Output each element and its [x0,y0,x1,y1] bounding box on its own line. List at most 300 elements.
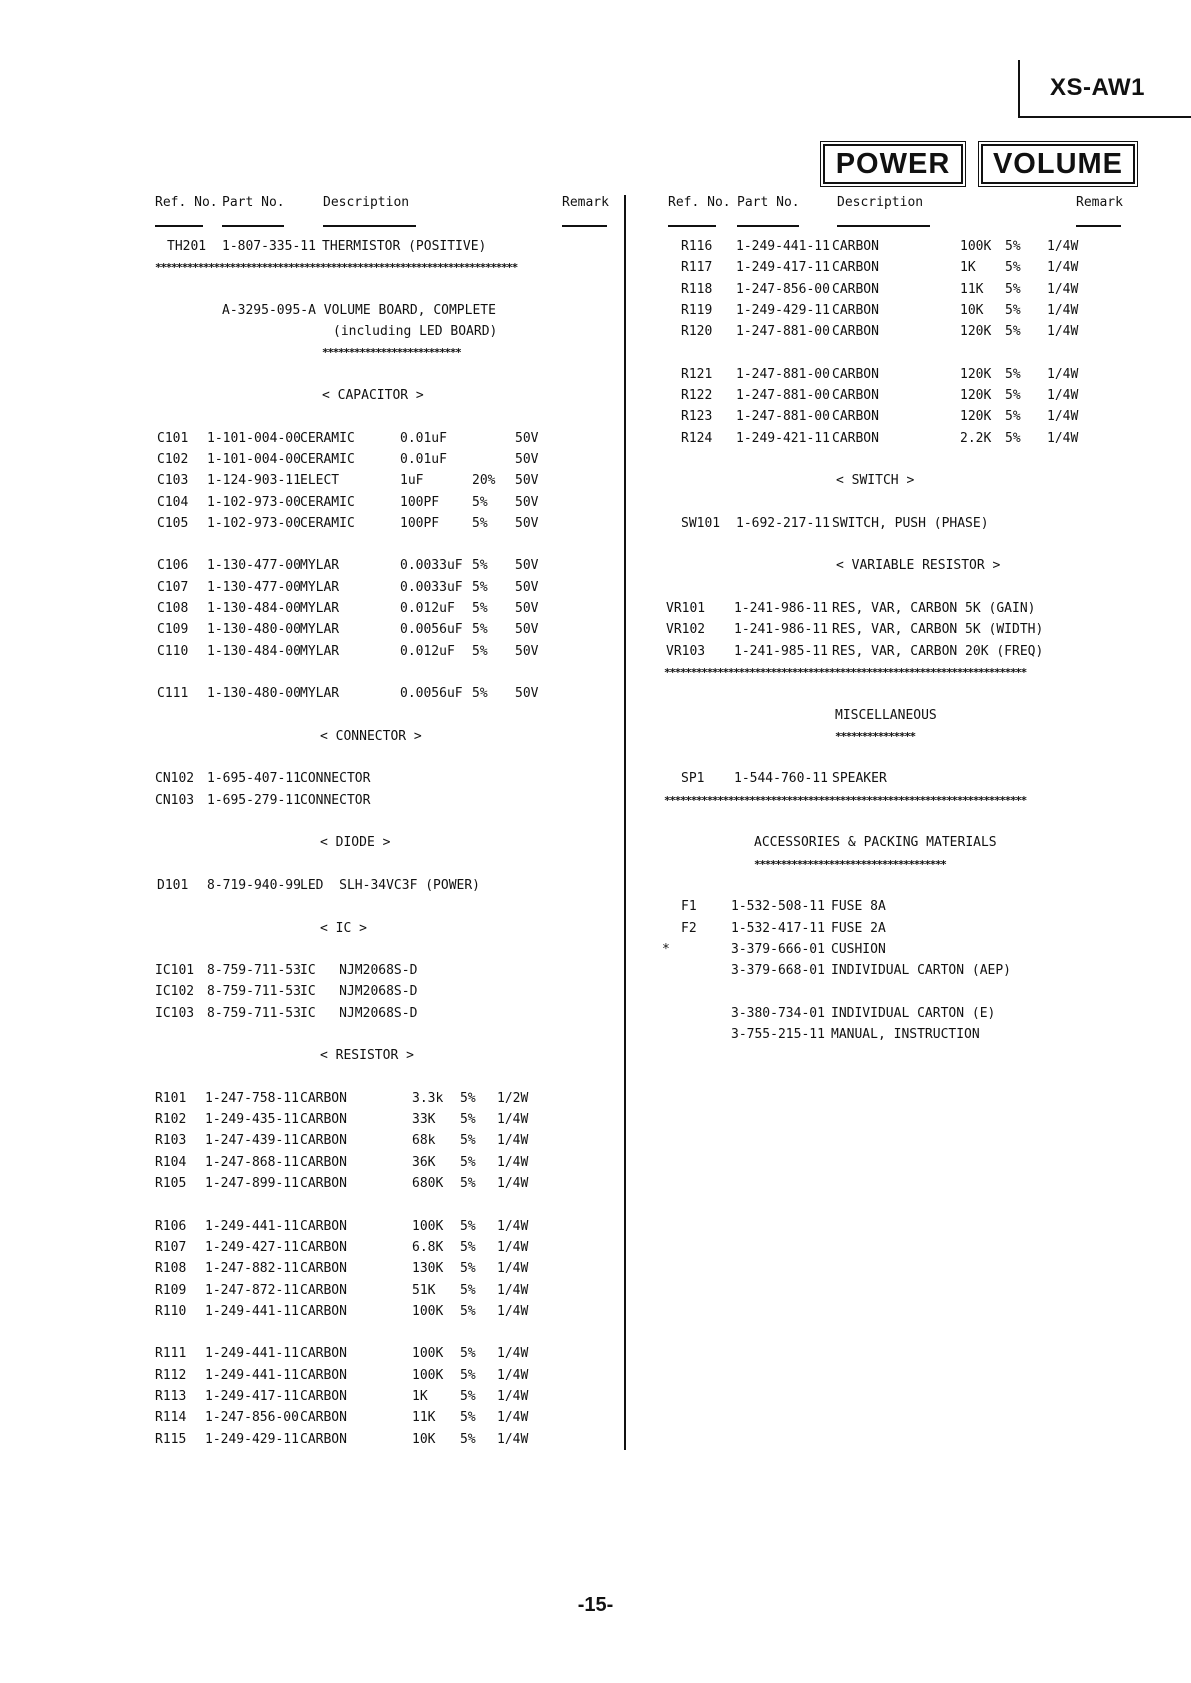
ref-no: F1 [681,899,697,915]
tolerance: 5% [460,1133,476,1149]
description: SWITCH, PUSH (PHASE) [832,515,989,531]
part-no: 1-249-429-11 [736,302,830,318]
ref-no: R121 [681,366,713,382]
ref-no: R103 [155,1133,187,1149]
value: 2.2K [960,430,992,446]
section-row [155,832,615,853]
header-rule [737,225,799,227]
value: 36K [412,1154,436,1170]
asterisk-separator: ******************************************************************** [155,261,517,275]
header-desc-right: Description [837,195,924,210]
capacitor-row [155,513,615,534]
rating: 1/4W [1047,409,1079,425]
connector-row [155,790,615,811]
misc-title: MISCELLANEOUS [835,707,937,723]
part-no: 1-249-441-11 [205,1303,299,1319]
description: MYLAR [300,558,340,574]
resistor-row [668,428,1138,449]
value: 6.8K [412,1239,444,1255]
part-no: 1-247-758-11 [205,1090,299,1106]
tolerance: 5% [1005,409,1021,425]
section-title-power: POWER [823,144,963,184]
header-remark-left: Remark [562,195,609,210]
rating: 50V [515,579,539,595]
part-no: 1-247-856-00 [205,1410,299,1426]
accessory-row [668,1024,1138,1045]
rating: 1/4W [497,1431,529,1447]
value: 0.0056uF [400,622,463,638]
diode-list [155,875,615,896]
ref-no: C110 [157,643,189,659]
part-no: 1-249-441-11 [205,1367,299,1383]
rating: 50V [515,473,539,489]
rating: 50V [515,601,539,617]
tolerance: 5% [460,1090,476,1106]
description: MYLAR [300,579,340,595]
part-no: 1-247-881-00 [736,388,830,404]
resistor-row [155,1365,615,1386]
rating: 1/4W [497,1218,529,1234]
tolerance: 20% [472,473,496,489]
tolerance: 5% [460,1389,476,1405]
part-no: 8-759-711-53 [207,963,301,979]
rating: 1/4W [1047,430,1079,446]
part-no: 1-249-429-11 [205,1431,299,1447]
header-remark-right: Remark [1076,195,1123,210]
rating: 1/4W [1047,324,1079,340]
capacitor-row [155,619,615,640]
parts-row-th201 [155,236,615,257]
resistor-row [155,1173,615,1194]
part-no: 1-532-417-11 [731,920,825,936]
tolerance: 5% [472,643,488,659]
ic-row [155,1003,615,1024]
value: 120K [960,388,992,404]
resistor-row [155,1343,615,1364]
description: IC NJM2068S-D [300,963,418,979]
tolerance: 5% [472,601,488,617]
section-row [668,555,1138,576]
part-no: 3-379-668-01 [731,963,825,979]
description: CERAMIC [300,515,355,531]
description: CARBON [832,260,879,276]
value: 1K [412,1389,428,1405]
capacitor-row [155,555,615,576]
resistor-row [155,1280,615,1301]
value: 0.012uF [400,643,455,659]
resistor-row [668,300,1138,321]
ref-no: VR103 [666,643,706,659]
switch-list [668,513,1138,534]
description: CARBON [300,1389,347,1405]
description: RES, VAR, CARBON 5K (GAIN) [832,601,1036,617]
capacitor-row [155,683,615,704]
description: CARBON [300,1367,347,1383]
connector-row [155,768,615,789]
ref-no: R102 [155,1112,187,1128]
variable-resistor-title: < VARIABLE RESISTOR > [836,558,1001,574]
value: 120K [960,324,992,340]
part-no: 1-241-986-11 [734,622,828,638]
part-no: 1-544-760-11 [734,771,828,787]
separator-row [664,662,1138,683]
description: CONNECTOR [300,771,371,787]
part-no: 1-249-441-11 [205,1346,299,1362]
model-box [1018,60,1191,118]
ref-no: R108 [155,1261,187,1277]
ref-no: SW101 [681,515,721,531]
ref-no: R109 [155,1282,187,1298]
description: MYLAR [300,622,340,638]
separator-row [155,342,615,363]
ref-no: R106 [155,1218,187,1234]
description: IC NJM2068S-D [300,984,418,1000]
ref-no: R113 [155,1389,187,1405]
tolerance: 5% [472,494,488,510]
column-divider [624,195,626,1450]
capacitor-row [155,641,615,662]
asterisk-separator: ************************************ [754,857,946,871]
description: CARBON [300,1410,347,1426]
description: CARBON [832,409,879,425]
tolerance: 5% [460,1282,476,1298]
capacitor-row [155,598,615,619]
section-row [668,832,1138,853]
resistor-row [668,406,1138,427]
capacitor-row [155,428,615,449]
right-column [662,236,1138,1045]
rating: 1/4W [497,1239,529,1255]
ref-no: R110 [155,1303,187,1319]
part-no: 1-249-435-11 [205,1112,299,1128]
part-no: 1-249-421-11 [736,430,830,446]
ref-no: R120 [681,324,713,340]
header-rule [155,225,203,227]
resistor-row [155,1216,615,1237]
part-no: 1-695-407-11 [207,771,301,787]
description: CARBON [832,302,879,318]
description: CARBON [300,1346,347,1362]
rating: 1/4W [497,1303,529,1319]
ref-no: C106 [157,558,189,574]
ref-no: C108 [157,601,189,617]
header-part-left: Part No. [222,195,285,210]
asterisk-separator: ************************** [322,346,461,360]
ic-row [155,981,615,1002]
resistor-row [155,1429,615,1450]
model-number: XS-AW1 [1050,74,1146,101]
board-subtitle: (including LED BOARD) [333,324,498,340]
tolerance: 5% [1005,260,1021,276]
board-row [155,321,615,342]
tolerance: 5% [472,579,488,595]
description: ELECT [300,473,340,489]
tolerance: 5% [472,622,488,638]
board-row [155,300,615,321]
ref-no: R101 [155,1090,187,1106]
tolerance: 5% [472,686,488,702]
description: SPEAKER [832,771,887,787]
description: MYLAR [300,686,340,702]
switch-title: < SWITCH > [836,473,915,489]
resistor-row [155,1130,615,1151]
value: 100K [412,1218,444,1234]
tolerance: 5% [472,558,488,574]
value: 100K [412,1346,444,1362]
resistor-list [155,1088,615,1450]
header-desc-left: Description [323,195,410,210]
part-no: 1-692-217-11 [736,515,830,531]
value: 120K [960,366,992,382]
resistor-row [155,1088,615,1109]
value: 51K [412,1282,436,1298]
part-no: 1-247-439-11 [205,1133,299,1149]
diode-title: < DIODE > [320,835,391,851]
tolerance: 5% [460,1239,476,1255]
misc-row [668,768,1138,789]
page-number: -15- [577,1594,614,1616]
ref-no: R117 [681,260,713,276]
value: 10K [412,1431,436,1447]
description: CARBON [300,1261,347,1277]
header-rule [562,225,607,227]
accessory-row [668,918,1138,939]
part-no: 1-532-508-11 [731,899,825,915]
tolerance: 5% [460,1112,476,1128]
mark: * [662,941,670,957]
description: CARBON [300,1176,347,1192]
asterisk-separator: ******************************************************************** [664,793,1026,807]
ref-no: C104 [157,494,189,510]
ref-no: R122 [681,388,713,404]
value: 0.01uF [400,430,447,446]
ref-no: SP1 [681,771,705,787]
description: CERAMIC [300,494,355,510]
ref-no: C109 [157,622,189,638]
ref-no: IC103 [155,1005,195,1021]
capacitor-row [155,449,615,470]
description: CERAMIC [300,451,355,467]
value: 0.012uF [400,601,455,617]
resistor-row [668,321,1138,342]
ref-no: C107 [157,579,189,595]
part-no: 1-247-856-00 [736,281,830,297]
value: 100PF [400,515,440,531]
ref-no: IC102 [155,984,195,1000]
resistor-title: < RESISTOR > [320,1048,414,1064]
value: 100K [412,1303,444,1319]
rating: 1/4W [497,1282,529,1298]
description: LED SLH-34VC3F (POWER) [300,877,481,893]
description: CERAMIC [300,430,355,446]
rating: 1/4W [1047,260,1079,276]
value: 120K [960,409,992,425]
description: FUSE 8A [831,899,886,915]
ic-title: < IC > [320,920,367,936]
part-no: 1-249-427-11 [205,1239,299,1255]
part-no: 1-241-986-11 [734,601,828,617]
capacitor-title: < CAPACITOR > [322,388,424,404]
resistor-row [155,1237,615,1258]
rating: 1/4W [497,1367,529,1383]
connector-list [155,768,615,811]
part-no: 1-124-903-11 [207,473,301,489]
value: 10K [960,302,984,318]
resistor-row [155,1152,615,1173]
value: 3.3k [412,1090,444,1106]
description: CARBON [300,1112,347,1128]
value: 100K [412,1367,444,1383]
ref-no: F2 [681,920,697,936]
tolerance: 5% [460,1431,476,1447]
ref-no: R115 [155,1431,187,1447]
description: MYLAR [300,601,340,617]
ref-no: C105 [157,515,189,531]
part-no: 1-241-985-11 [734,643,828,659]
left-column [155,236,615,1450]
tolerance: 5% [460,1218,476,1234]
header-part-right: Part No. [737,195,800,210]
section-row [155,918,615,939]
ref-no: R118 [681,281,713,297]
variable-resistor-list [668,598,1138,662]
rating: 50V [515,430,539,446]
resistor-row [155,1407,615,1428]
description: RES, VAR, CARBON 5K (WIDTH) [832,622,1044,638]
ref-no: C103 [157,473,189,489]
connector-title: < CONNECTOR > [320,728,422,744]
description: CARBON [832,388,879,404]
description: CARBON [300,1303,347,1319]
description: CARBON [832,324,879,340]
header-rule [837,225,930,227]
rating: 1/2W [497,1090,529,1106]
ref-no: R119 [681,302,713,318]
ref-no: C111 [157,686,189,702]
part-no: 1-130-480-00 [207,686,301,702]
tolerance: 5% [1005,388,1021,404]
accessory-row [668,1003,1138,1024]
part-no: 8-719-940-99 [207,877,301,893]
tolerance: 5% [1005,302,1021,318]
ref-no: IC101 [155,963,195,979]
ref-no: R116 [681,239,713,254]
description: FUSE 2A [831,920,886,936]
part-no: 1-249-441-11 [205,1218,299,1234]
asterisk-separator: ******************************************************************** [664,665,1026,679]
value: 100PF [400,494,440,510]
ref-no: TH201 [167,239,207,254]
part-no: 1-102-973-00 [207,515,301,531]
header-rule [323,225,416,227]
accessories-list [662,896,1138,1045]
section-row [668,705,1138,726]
tolerance: 5% [1005,366,1021,382]
capacitor-row [155,470,615,491]
asterisk-separator: *************** [835,729,915,743]
value: 100K [960,239,992,254]
resistor-row [668,385,1138,406]
rating: 1/4W [497,1176,529,1192]
board-title: A-3295-095-A VOLUME BOARD, COMPLETE [222,302,496,318]
resistor-row [668,364,1138,385]
description: CARBON [300,1218,347,1234]
ref-no: R112 [155,1367,187,1383]
part-no: 1-247-881-00 [736,324,830,340]
ref-no: D101 [157,877,189,893]
description: CARBON [300,1154,347,1170]
accessory-row [668,896,1138,917]
part-no: 1-247-868-11 [205,1154,299,1170]
tolerance: 5% [472,515,488,531]
description: MANUAL, INSTRUCTION [831,1026,980,1042]
rating: 50V [515,558,539,574]
description: CONNECTOR [300,792,371,808]
part-no: 1-249-441-11 [736,239,830,254]
part-no: 3-755-215-11 [731,1026,825,1042]
rating: 1/4W [497,1261,529,1277]
value: 68k [412,1133,436,1149]
value: 0.0056uF [400,686,463,702]
rating: 50V [515,622,539,638]
part-no: 8-759-711-53 [207,984,301,1000]
part-no: 1-101-004-00 [207,451,301,467]
description: INDIVIDUAL CARTON (AEP) [831,963,1012,979]
part-no: 1-130-480-00 [207,622,301,638]
description: IC NJM2068S-D [300,1005,418,1021]
header-ref-left: Ref. No. [155,195,218,210]
separator-row [155,257,615,278]
capacitor-row [155,492,615,513]
tolerance: 5% [460,1303,476,1319]
rating: 1/4W [497,1112,529,1128]
description: CARBON [300,1282,347,1298]
rating: 1/4W [1047,366,1079,382]
rating: 1/4W [497,1346,529,1362]
rating: 1/4W [497,1133,529,1149]
header-rule [222,225,284,227]
part-no: 1-695-279-11 [207,792,301,808]
value: 130K [412,1261,444,1277]
section-row [668,470,1138,491]
misc-list [668,768,1138,789]
description: CARBON [300,1133,347,1149]
part-no: 3-380-734-01 [731,1005,825,1021]
rating: 50V [515,643,539,659]
ref-no: R124 [681,430,713,446]
header-rule [668,225,716,227]
part-no: 1-249-417-11 [736,260,830,276]
diode-row [155,875,615,896]
part-no: 1-247-872-11 [205,1282,299,1298]
value: 33K [412,1112,436,1128]
variable-resistor-row [668,641,1138,662]
part-no: 1-247-899-11 [205,1176,299,1192]
description: INDIVIDUAL CARTON (E) [831,1005,996,1021]
value: 11K [960,281,984,297]
rating: 1/4W [1047,302,1079,318]
capacitor-row [155,577,615,598]
header-rule [1076,225,1121,227]
tolerance: 5% [460,1367,476,1383]
section-row [155,1045,615,1066]
accessory-row [668,960,1138,981]
value: 1uF [400,473,424,489]
part-no: 1-249-417-11 [205,1389,299,1405]
resistor-list-continued [668,236,1138,449]
rating: 1/4W [1047,388,1079,404]
variable-resistor-row [668,619,1138,640]
